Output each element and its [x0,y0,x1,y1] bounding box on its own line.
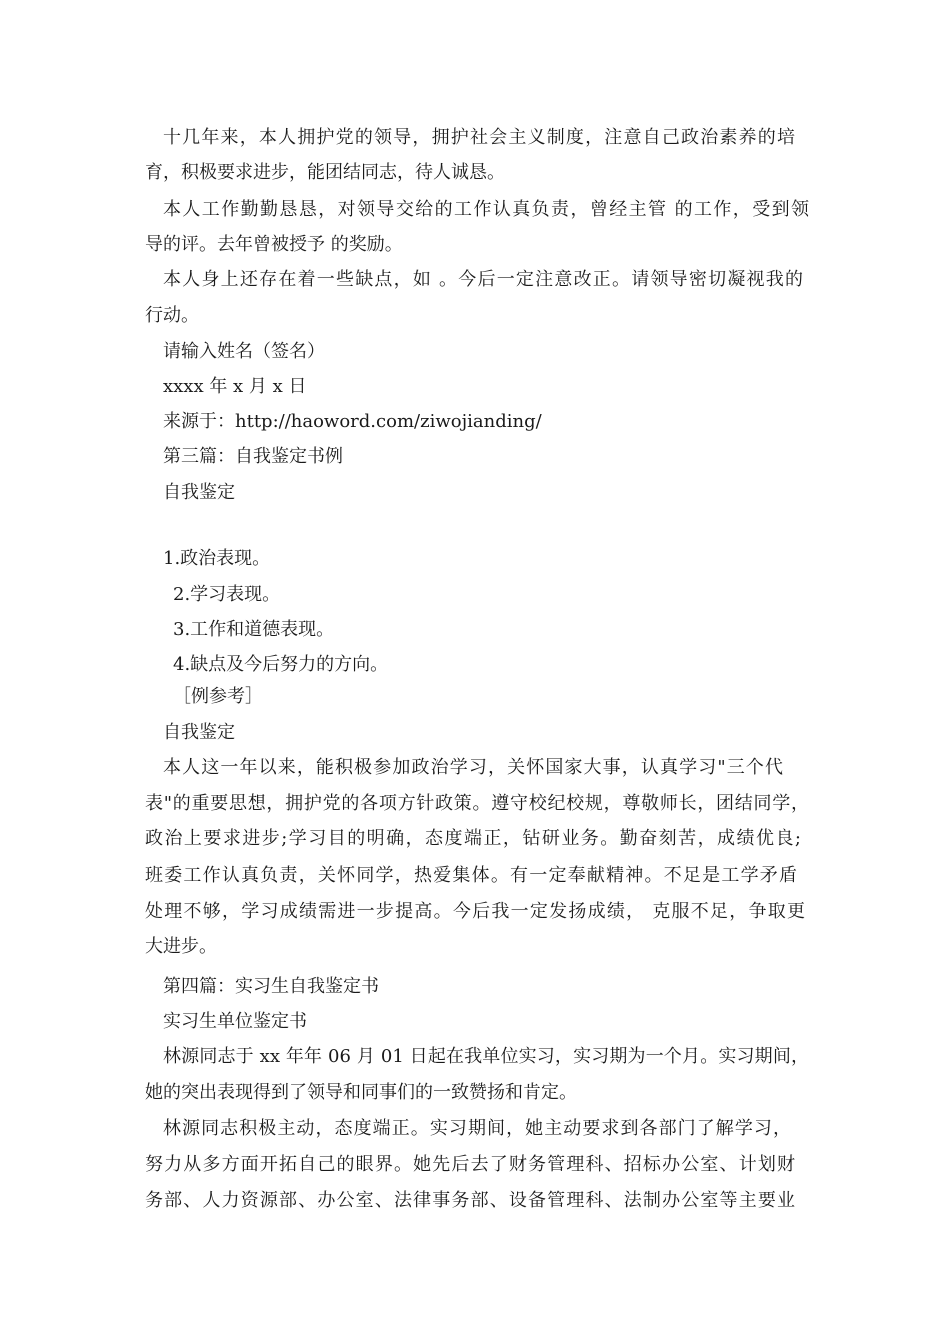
section-subheading: 自我鉴定 [163,722,235,743]
list-item: 1.政治表现。 [163,548,271,569]
paragraph-line: 林源同志积极主动，态度端正。实习期间，她主动要求到各部门了解学习， [163,1118,791,1139]
source-line: 来源于：http://haoword.com/ziwojianding/ [163,411,542,432]
section-subheading: 自我鉴定 [163,482,235,503]
signature-label: 请输入姓名（签名） [163,341,325,362]
list-item: 3.工作和道德表现。 [173,619,335,640]
paragraph-line: 务部、人力资源部、办公室、法律事务部、设备管理科、法制办公室等主要业 [145,1190,795,1211]
list-item: 4.缺点及今后努力的方向。 [173,654,389,675]
paragraph-line: 政治上要求进步;学习目的明确，态度端正，钻研业务。勤奋刻苦，成绩优良; [145,828,801,849]
paragraph-line: 本人这一年以来，能积极参加政治学习，关怀国家大事，认真学习"三个代 [163,757,783,778]
paragraph-line: 行动。 [145,305,199,326]
paragraph-line: 十几年来，本人拥护党的领导，拥护社会主义制度，注意自己政治素养的培 [163,127,795,148]
paragraph-line: 她的突出表现得到了领导和同事们的一致赞扬和肯定。 [145,1082,577,1103]
paragraph-line: 本人工作勤勤恳恳，对领导交给的工作认真负责，曾经主管 的工作，受到领 [163,199,809,220]
paragraph-line: 林源同志于 xx 年年 06 月 01 日起在我单位实习，实习期为一个月。实习期间， [163,1046,809,1067]
paragraph-line: 大进步。 [145,936,217,957]
paragraph-line: 导的评。去年曾被授予 的奖励。 [145,234,403,255]
section-heading: 第四篇：实习生自我鉴定书 [163,976,379,997]
paragraph-line: 处理不够，学习成绩需进一步提高。今后我一定发扬成绩， 克服不足，争取更 [145,901,805,922]
section-subheading: 实习生单位鉴定书 [163,1011,307,1032]
paragraph-line: 努力从多方面开拓自己的眼界。她先后去了财务管理科、招标办公室、计划财 [145,1154,795,1175]
paragraph-line: 育，积极要求进步，能团结同志，待人诚恳。 [145,162,505,183]
section-heading: 第三篇：自我鉴定书例 [163,446,343,467]
list-item: 2.学习表现。 [173,584,281,605]
paragraph-line: 表"的重要思想，拥护党的各项方针政策。遵守校纪校规，尊敬师长，团结同学， [145,793,809,814]
paragraph-line: 班委工作认真负责，关怀同学，热爱集体。有一定奉献精神。不足是工学矛盾 [145,865,797,886]
example-label: ［例参考］ [173,686,263,707]
paragraph-line: 本人身上还存在着一些缺点，如 。今后一定注意改正。请领导密切凝视我的 [163,269,803,290]
date-line: xxxx 年 x 月 x 日 [163,376,307,397]
